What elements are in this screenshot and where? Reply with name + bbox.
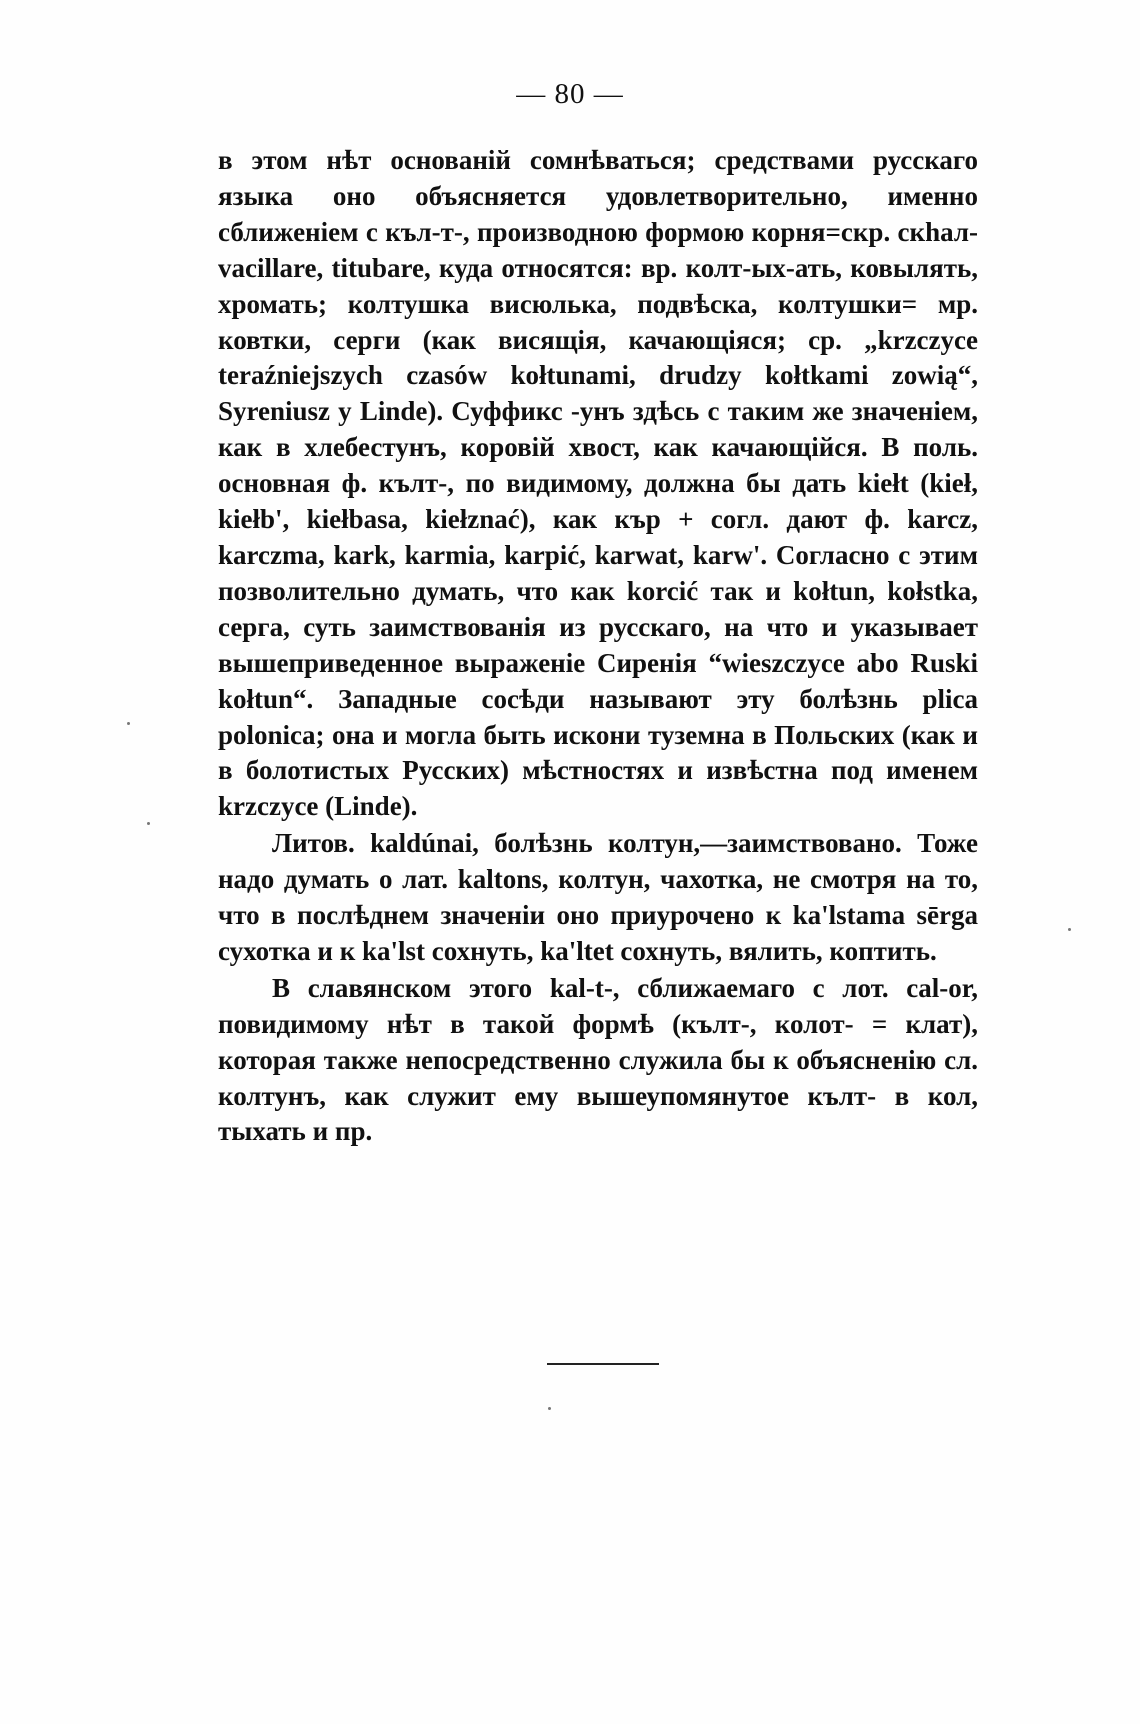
paper-speck [1068, 928, 1071, 931]
paper-speck [548, 1407, 551, 1410]
body-text [218, 143, 978, 1150]
paragraph-2: Литов. kaldúnai, болѣзнь колтун,—заимствовано. Тоже надо думать о лат. kaltons, колтун, чахотка, не смотря на то, что в послѣднем значеніи оно приурочено к ka'lstama sērga сухотка и к ka'lst сохнуть, ka'ltet сохнуть, вялить, коптить. [218, 828, 978, 966]
page-number: — 80 — [516, 78, 624, 110]
paragraph-1: в этом нѣт основаній сомнѣваться; средствами русскаго языка оно объясняется удовлетворительно, именно сближеніем с къл-т-, производною формою корня=скр. скhал- vacillare, titubare, куда относятся: вр. колт-ых-ать, ковылять, хромать; колтушка висюлька, подвѣска, колтушки= мр. ковтки, серги (как висящія, качающіяся; ср. „krzczyce teraźniejszych czasów kołtunami, drudzy kołtkami zowią“, Syreniusz y Linde). Суффикс -унъ здѣсь с таким же значеніем, как в хлебестунъ, коровій хвост, как качающійся. В поль. основная ф. кълт-, по видимому, должна бы дать kiełt (kieł, kiełb', kiełbasa, kiełznać), как кър + согл. дают ф. karcz, karczma, kark, karmia, karpić, karwat, karw'. Согласно с этим позволительно думать, что как korcić так и kołtun, kołstka, серга, суть заимствованія из русскаго, на что и указывает вышеприведенное выраженіе Сиренія “wieszczyce abo Ruski kołtun“. Западные сосѣди называют эту болѣзнь plica polonica; она и могла быть искони туземна в Польских (как и в болотистых Русских) мѣстностях и извѣстна под именем krzczyce (Linde). [218, 145, 978, 822]
paragraph-3: В славянском этого kal-t-, сближаемаго с лот. cal-or, повидимому нѣт в такой формѣ (кълт-, колот- = клат), которая также непосредственно служила бы к объясненію сл. колтунъ, как служит ему вышеупомянутое кълт- в кол, тыхать и пр. [218, 972, 978, 1147]
end-rule [547, 1363, 659, 1365]
paper-speck [127, 722, 130, 725]
paper-speck [147, 822, 150, 825]
